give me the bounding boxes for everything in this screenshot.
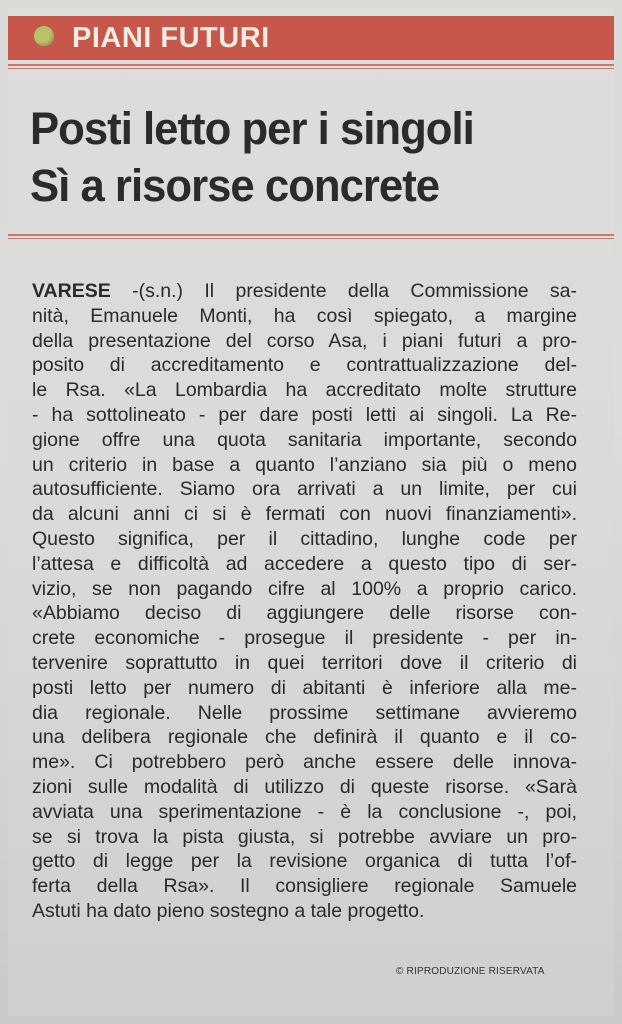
headline-line-1: Posti letto per i singoli xyxy=(30,103,474,154)
body-line: se si trova la pista giusta, si potrebbe avviare un pro- xyxy=(32,825,577,848)
headline-divider xyxy=(8,234,614,236)
body-line: vizio, se non pagando cifre al 100% a proprio carico. xyxy=(32,577,577,600)
body-line: posito di accreditamento e contrattualizzazione del- xyxy=(32,354,577,377)
body-line: dia regionale. Nelle prossime settimane avvieremo xyxy=(32,701,577,724)
copyright-notice: © RIPRODUZIONE RISERVATA xyxy=(396,966,545,977)
banner-underline-thin xyxy=(8,68,614,69)
body-line: nità, Emanuele Monti, ha così spiegato, a margine xyxy=(32,304,577,327)
banner-underline xyxy=(8,64,614,66)
body-line: da alcuni anni ci si è fermati con nuovi finanziamenti». xyxy=(32,503,577,526)
body-line: tervenire soprattutto in quei territori dove il criterio di xyxy=(32,651,577,674)
dateline: VARESE xyxy=(32,280,111,302)
body-line: gione offre una quota sanitaria importante, secondo xyxy=(32,428,577,451)
body-line: avviata una sperimentazione - è la conclusione -, poi, xyxy=(32,800,577,823)
body-line: getto di legge per la revisione organica di tutta l’of- xyxy=(32,850,577,873)
headline-divider-thin xyxy=(8,238,614,239)
body-line: «Abbiamo deciso di aggiungere delle risorse con- xyxy=(32,602,577,625)
body-line: della presentazione del corso Asa, i piani futuri a pro- xyxy=(32,329,577,352)
body-line: zioni sulle modalità di utilizzo di queste risorse. «Sarà xyxy=(32,775,577,798)
body-line: VARESE -(s.n.) Il presidente della Commissione sa- xyxy=(32,280,577,302)
headline-line-2: Sì a risorse concrete xyxy=(30,160,440,211)
body-line: posti letto per numero di abitanti è inferiore alla me- xyxy=(32,676,577,699)
body-line: - ha sottolineato - per dare posti letti ai singoli. La Re- xyxy=(32,403,577,426)
body-line: l’attesa e difficoltà ad accedere a questo tipo di ser- xyxy=(32,552,577,575)
body-line: Astuti ha dato pieno sostegno a tale progetto. xyxy=(32,899,425,922)
bullet-dot-icon xyxy=(34,26,54,46)
section-label: PIANI FUTURI xyxy=(72,22,270,54)
body-line: le Rsa. «La Lombardia ha accreditato molte strutture xyxy=(32,379,577,402)
body-line: autosufficiente. Siamo ora arrivati a un limite, per cui xyxy=(32,478,577,501)
body-line: un criterio in base a quanto l’anziano sia più o meno xyxy=(32,453,577,476)
body-line: crete economiche - prosegue il presidente - per in- xyxy=(32,627,577,650)
body-line: una delibera regionale che definirà il quanto e il co- xyxy=(32,726,577,749)
body-line: Questo significa, per il cittadino, lunghe code per xyxy=(32,527,577,550)
headline xyxy=(30,100,593,214)
body-line: ferta della Rsa». Il consigliere regionale Samuele xyxy=(32,875,577,898)
body-line: me». Ci potrebbero però anche essere delle innova- xyxy=(32,751,577,774)
article-body xyxy=(32,279,577,924)
